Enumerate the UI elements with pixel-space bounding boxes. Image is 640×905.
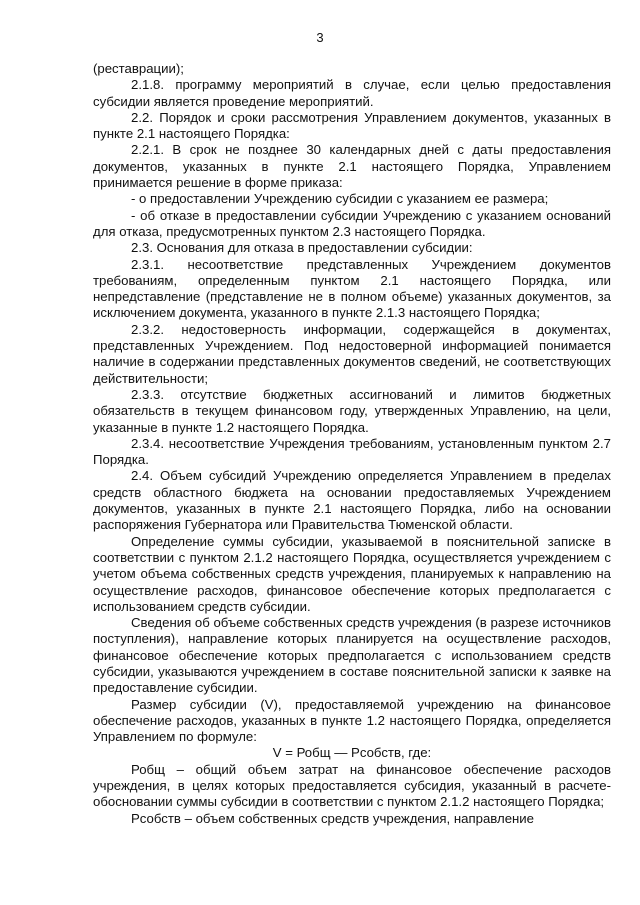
paragraph-2-3-4: 2.3.4. несоответствие Учреждения требованиям, установленным пунктом 2.7 Порядка. (93, 435, 611, 468)
list-item-refusal: - об отказе в предоставлении субсидии Учреждению с указанием оснований для отказа, предусмотренных пунктом 2.3 настоящего Порядка. (93, 207, 611, 239)
paragraph-2-3-2: 2.3.2. недостоверность информации, содержащейся в документах, представленных Учреждением. Под недостоверной информацией понимается наличие в содержании представленных документов сведений, не соответствующих действительности; (93, 321, 611, 386)
paragraph-2-1-8: 2.1.8. программу мероприятий в случае, если целью предоставления субсидии является проведение мероприятий. (93, 77, 611, 109)
paragraph-subsidy-determination: Определение суммы субсидии, указываемой в пояснительной записке в соответствии с пунктом 2.1.2 настоящего Порядка, осуществляется учреждением с учетом объема собственных средств учреждения, планируемых к направлению на осуществление расходов, финансовое обеспечение которых предполагается с использованием средств субсидии. (93, 533, 611, 614)
paragraph-2-2: 2.2. Порядок и сроки рассмотрения Управлением документов, указанных в пункте 2.1 настоящего Порядка: (93, 109, 611, 142)
formula: V = Робщ — Рсобств, где: (272, 745, 432, 761)
paragraph-own-funds-info: Сведения об объеме собственных средств учреждения (в разрезе источников поступления), направление которых планируется на осуществление расходов, финансовое обеспечение которых предполагается с использованием средств субсидии, указываются учреждением в составе пояснительной записки к заявке на предоставление субсидии. (93, 615, 611, 696)
page-number: 3 (316, 30, 324, 45)
paragraph-2-3-1: 2.3.1. несоответствие представленных Учреждением документов требованиям, определенным пунктом 2.1 настоящего Порядка, или непредставление (представление не в полном объеме) указанных документов, за исключением документа, указанного в пункте 2.1.3 настоящего Порядка; (93, 256, 611, 321)
paragraph-reconstruction-tail: (реставрации); (93, 61, 184, 76)
paragraph-2-2-1: 2.2.1. В срок не позднее 30 календарных дней с даты предоставления документов, указанных в пункте 2.1 настоящего Порядка, Управлением принимается решение в форме приказа: (93, 142, 611, 191)
paragraph-own-funds-definition: Рсобств – объем собственных средств учреждения, направление (131, 810, 535, 826)
paragraph-subsidy-size: Размер субсидии (V), предоставляемой учреждению на финансовое обеспечение расходов, указанных в пункте 1.2 настоящего Порядка, определяется Управлением по формуле: (93, 696, 611, 745)
list-item-grant: - о предоставлении Учреждению субсидии с указанием ее размера; (131, 191, 549, 207)
paragraph-total-costs-definition: Робщ – общий объем затрат на финансовое обеспечение расходов учреждения, в целях которых предоставляется субсидия, указанный в расчете-обосновании суммы субсидии в соответствии с пунктом 2.1.2 настоящего Порядка; (93, 761, 611, 810)
paragraph-2-3-3: 2.3.3. отсутствие бюджетных ассигнований и лимитов бюджетных обязательств в текущем финансовом году, утвержденных Управлению, на цели, указанные в пункте 1.2 настоящего Порядка. (93, 386, 611, 435)
paragraph-2-4: 2.4. Объем субсидий Учреждению определяется Управлением в пределах средств областного бюджета на основании предоставляемых Учреждением документов, указанных в пункте 2.1 настоящего Порядка, либо на основании распоряжения Губернатора или Правительства Тюменской области. (93, 468, 611, 533)
document-body (93, 61, 611, 827)
paragraph-2-3: 2.3. Основания для отказа в предоставлении субсидии: (131, 240, 473, 256)
